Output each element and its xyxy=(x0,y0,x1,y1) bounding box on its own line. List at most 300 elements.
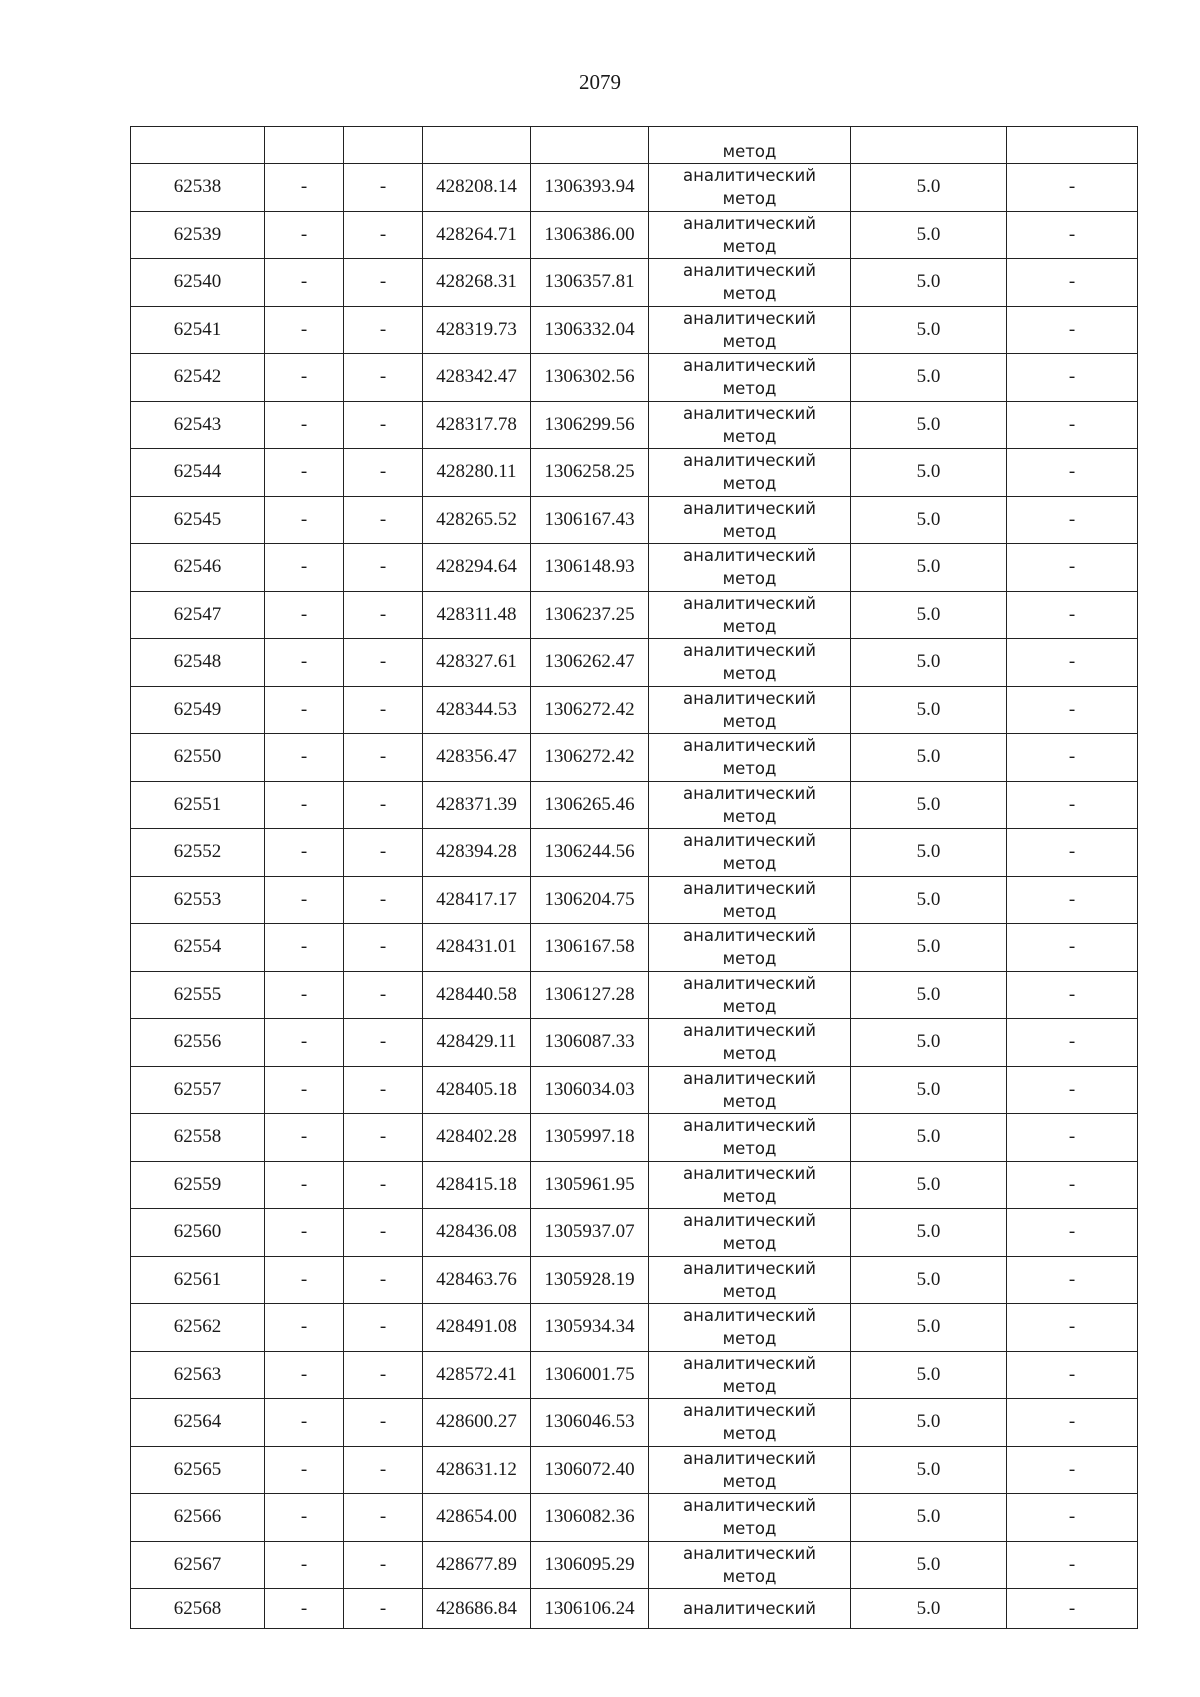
cell-y: 1306087.33 xyxy=(531,1019,649,1067)
cell-method xyxy=(649,211,851,259)
cell-col8: - xyxy=(1007,971,1138,1019)
cell-y: 1306237.25 xyxy=(531,591,649,639)
table-row xyxy=(131,1541,1138,1589)
cell-y: 1306386.00 xyxy=(531,211,649,259)
cell-id: 62556 xyxy=(131,1019,265,1067)
cell-col3: - xyxy=(344,591,423,639)
cell-col3: - xyxy=(344,1589,423,1629)
cell-x: 428631.12 xyxy=(423,1446,531,1494)
cell-col8: - xyxy=(1007,306,1138,354)
cell-method xyxy=(649,1399,851,1447)
cell-method xyxy=(649,1161,851,1209)
cell-accuracy: 5.0 xyxy=(851,1399,1007,1447)
cell-x: 428264.71 xyxy=(423,211,531,259)
cell-col2: - xyxy=(265,1589,344,1629)
cell-x: 428294.64 xyxy=(423,544,531,592)
cell-col8: - xyxy=(1007,1066,1138,1114)
method-line-2: метод xyxy=(722,142,777,161)
cell-x: 428600.27 xyxy=(423,1399,531,1447)
cell-x: 428280.11 xyxy=(423,449,531,497)
table-row xyxy=(131,544,1138,592)
cell-x: 428654.00 xyxy=(423,1494,531,1542)
cell-y: 1306148.93 xyxy=(531,544,649,592)
cell-id: 62545 xyxy=(131,496,265,544)
cell-accuracy: 5.0 xyxy=(851,1019,1007,1067)
cell-col3: - xyxy=(344,354,423,402)
method-line-1: аналитический xyxy=(683,1306,816,1326)
method-line-2: метод xyxy=(722,1281,777,1301)
cell-x: 428572.41 xyxy=(423,1351,531,1399)
method-line-1: аналитический xyxy=(683,451,816,471)
method-line-2: метод xyxy=(722,854,777,874)
cell-method xyxy=(649,876,851,924)
cell-x: 428405.18 xyxy=(423,1066,531,1114)
cell-col2: - xyxy=(265,306,344,354)
method-line-1: аналитический xyxy=(683,831,816,851)
cell-col3: - xyxy=(344,734,423,782)
cell-y: 1306001.75 xyxy=(531,1351,649,1399)
cell-y: 1306265.46 xyxy=(531,781,649,829)
cell-method xyxy=(649,971,851,1019)
method-line-2: метод xyxy=(722,1044,777,1064)
cell-accuracy: 5.0 xyxy=(851,1494,1007,1542)
cell-accuracy: 5.0 xyxy=(851,639,1007,687)
cell-col2: - xyxy=(265,1209,344,1257)
method-line-1: аналитический xyxy=(683,1211,816,1231)
cell-col8: - xyxy=(1007,544,1138,592)
method-line-1: аналитический xyxy=(683,166,816,186)
cell-col3: - xyxy=(344,781,423,829)
cell-col2: - xyxy=(265,971,344,1019)
method-line-1: аналитический xyxy=(683,926,816,946)
cell-col3: - xyxy=(344,1399,423,1447)
cell-col8: - xyxy=(1007,639,1138,687)
method-line-2: метод xyxy=(722,331,777,351)
cell-col2: - xyxy=(265,1351,344,1399)
cell-col3: - xyxy=(344,1019,423,1067)
method-line-2: метод xyxy=(722,996,777,1016)
cell-col8: - xyxy=(1007,1351,1138,1399)
cell-id: 62559 xyxy=(131,1161,265,1209)
cell-col8: - xyxy=(1007,1019,1138,1067)
cell-accuracy: 5.0 xyxy=(851,544,1007,592)
cell-method xyxy=(649,734,851,782)
cell-col8: - xyxy=(1007,876,1138,924)
cell-col8: - xyxy=(1007,686,1138,734)
table-row xyxy=(131,1114,1138,1162)
cell-method xyxy=(649,639,851,687)
method-line-2: метод xyxy=(722,569,777,589)
table-row xyxy=(131,449,1138,497)
cell-x: 428319.73 xyxy=(423,306,531,354)
cell-accuracy: 5.0 xyxy=(851,1256,1007,1304)
cell-col3: - xyxy=(344,496,423,544)
method-line-2: метод xyxy=(722,806,777,826)
cell-col2: - xyxy=(265,449,344,497)
cell-col2: - xyxy=(265,1114,344,1162)
method-line-1: аналитический xyxy=(683,498,816,518)
method-line-2: метод xyxy=(722,1519,777,1539)
method-line-2: метод xyxy=(722,901,777,921)
cell-col8: - xyxy=(1007,1114,1138,1162)
cell-method xyxy=(649,1019,851,1067)
cell-col2: - xyxy=(265,639,344,687)
method-line-2: метод xyxy=(722,1139,777,1159)
method-line-2: метод xyxy=(722,474,777,494)
method-line-2: метод xyxy=(722,1091,777,1111)
cell-id: 62541 xyxy=(131,306,265,354)
cell-method xyxy=(649,449,851,497)
method-line-1: аналитический xyxy=(683,593,816,613)
cell-y: 1305928.19 xyxy=(531,1256,649,1304)
cell-id: 62546 xyxy=(131,544,265,592)
cell-id: 62540 xyxy=(131,259,265,307)
cell-col3: - xyxy=(344,306,423,354)
cell-id: 62558 xyxy=(131,1114,265,1162)
table-row xyxy=(131,1304,1138,1352)
cell-accuracy: 5.0 xyxy=(851,1351,1007,1399)
cell-method xyxy=(649,1209,851,1257)
method-line-1: аналитический xyxy=(683,546,816,566)
cell-col2: - xyxy=(265,1541,344,1589)
cell-y: 1306046.53 xyxy=(531,1399,649,1447)
cell-accuracy: 5.0 xyxy=(851,734,1007,782)
cell-y: 1306258.25 xyxy=(531,449,649,497)
method-line-2: метод xyxy=(722,759,777,779)
method-line-2: метод xyxy=(722,284,777,304)
table-row xyxy=(131,639,1138,687)
table-row-continuation xyxy=(131,127,1138,164)
cell-y: 1306272.42 xyxy=(531,686,649,734)
cell-col8: - xyxy=(1007,1399,1138,1447)
method-line-1: аналитический xyxy=(683,973,816,993)
cell-x: 428311.48 xyxy=(423,591,531,639)
cell-col2: - xyxy=(265,1446,344,1494)
table-row xyxy=(131,1589,1138,1629)
table-row xyxy=(131,1019,1138,1067)
cell-y: 1306262.47 xyxy=(531,639,649,687)
cell-col3: - xyxy=(344,1351,423,1399)
cell-method xyxy=(649,591,851,639)
cell-y: 1306244.56 xyxy=(531,829,649,877)
cell-accuracy: 5.0 xyxy=(851,1114,1007,1162)
cell-method xyxy=(649,686,851,734)
cell-col2: - xyxy=(265,781,344,829)
cell-accuracy: 5.0 xyxy=(851,1589,1007,1629)
cell-method xyxy=(649,259,851,307)
table-row xyxy=(131,1256,1138,1304)
cell-col3: - xyxy=(344,1446,423,1494)
table-row xyxy=(131,259,1138,307)
cell-y: 1306393.94 xyxy=(531,164,649,212)
cell-col8: - xyxy=(1007,211,1138,259)
cell-x: 428371.39 xyxy=(423,781,531,829)
method-line-2: метод xyxy=(722,616,777,636)
method-line-2: метод xyxy=(722,1376,777,1396)
cell-x: 428342.47 xyxy=(423,354,531,402)
cell-col2: - xyxy=(265,1019,344,1067)
cell-y: 1306127.28 xyxy=(531,971,649,1019)
cell-col2: - xyxy=(265,259,344,307)
cell-x: 428344.53 xyxy=(423,686,531,734)
cell-col8: - xyxy=(1007,1446,1138,1494)
cell-accuracy: 5.0 xyxy=(851,1066,1007,1114)
cell-x: 428268.31 xyxy=(423,259,531,307)
cell-id: 62548 xyxy=(131,639,265,687)
cell-x: 428415.18 xyxy=(423,1161,531,1209)
cell-col3: - xyxy=(344,686,423,734)
cell-method xyxy=(649,1494,851,1542)
method-line-2: метод xyxy=(722,379,777,399)
cell-accuracy: 5.0 xyxy=(851,1161,1007,1209)
method-line-1: аналитический xyxy=(683,1116,816,1136)
cell-id: 62553 xyxy=(131,876,265,924)
cell-col8: - xyxy=(1007,924,1138,972)
cell-y: 1306082.36 xyxy=(531,1494,649,1542)
table-row xyxy=(131,164,1138,212)
table-row xyxy=(131,686,1138,734)
cell-id: 62565 xyxy=(131,1446,265,1494)
cell-col2: - xyxy=(265,829,344,877)
cell-col2: - xyxy=(265,164,344,212)
method-line-2: метод xyxy=(722,236,777,256)
cell-accuracy: 5.0 xyxy=(851,354,1007,402)
method-line-2: метод xyxy=(722,1471,777,1491)
cell-accuracy: 5.0 xyxy=(851,781,1007,829)
method-line-2: метод xyxy=(722,189,777,209)
cell-col8: - xyxy=(1007,496,1138,544)
table-row xyxy=(131,924,1138,972)
cell-col3: - xyxy=(344,449,423,497)
cell-col8 xyxy=(1007,127,1138,164)
cell-col3: - xyxy=(344,164,423,212)
method-line-1: аналитический xyxy=(683,213,816,233)
table-row xyxy=(131,1399,1138,1447)
cell-method xyxy=(649,164,851,212)
method-line-1: аналитический xyxy=(683,878,816,898)
cell-id: 62561 xyxy=(131,1256,265,1304)
cell-accuracy: 5.0 xyxy=(851,306,1007,354)
cell-accuracy: 5.0 xyxy=(851,164,1007,212)
method-line-2: метод xyxy=(722,1186,777,1206)
cell-col8: - xyxy=(1007,781,1138,829)
method-line-1: аналитический xyxy=(683,1258,816,1278)
cell-col3: - xyxy=(344,1161,423,1209)
cell-col3: - xyxy=(344,829,423,877)
cell-id: 62544 xyxy=(131,449,265,497)
cell-method xyxy=(649,306,851,354)
cell-y: 1305961.95 xyxy=(531,1161,649,1209)
method-line-1: аналитический xyxy=(683,1163,816,1183)
cell-col8: - xyxy=(1007,164,1138,212)
method-line-1: аналитический xyxy=(683,1068,816,1088)
cell-y: 1305937.07 xyxy=(531,1209,649,1257)
method-line-1: аналитический xyxy=(683,1353,816,1373)
cell-col8: - xyxy=(1007,1209,1138,1257)
cell-col8: - xyxy=(1007,734,1138,782)
method-line-1: аналитический xyxy=(683,1543,816,1563)
cell-accuracy: 5.0 xyxy=(851,829,1007,877)
cell-x: 428463.76 xyxy=(423,1256,531,1304)
cell-method xyxy=(649,496,851,544)
cell-method xyxy=(649,1446,851,1494)
table-row xyxy=(131,496,1138,544)
cell-id: 62554 xyxy=(131,924,265,972)
cell-x: 428402.28 xyxy=(423,1114,531,1162)
table-row xyxy=(131,591,1138,639)
cell-col2: - xyxy=(265,924,344,972)
cell-col8: - xyxy=(1007,401,1138,449)
cell-col8: - xyxy=(1007,1541,1138,1589)
method-line-2: метод xyxy=(722,1424,777,1444)
cell-method xyxy=(649,401,851,449)
cell-id: 62557 xyxy=(131,1066,265,1114)
cell-id: 62551 xyxy=(131,781,265,829)
cell-accuracy: 5.0 xyxy=(851,876,1007,924)
cell-y: 1306332.04 xyxy=(531,306,649,354)
method-line-2: метод xyxy=(722,664,777,684)
table-row xyxy=(131,211,1138,259)
cell-col8: - xyxy=(1007,591,1138,639)
cell-id: 62552 xyxy=(131,829,265,877)
cell-method xyxy=(649,924,851,972)
cell-x: 428417.17 xyxy=(423,876,531,924)
cell-col3: - xyxy=(344,639,423,687)
cell-col3: - xyxy=(344,544,423,592)
method-line-2: метод xyxy=(722,1566,777,1586)
cell-col8: - xyxy=(1007,354,1138,402)
cell-accuracy: 5.0 xyxy=(851,686,1007,734)
table-row xyxy=(131,306,1138,354)
cell-col2: - xyxy=(265,1304,344,1352)
table-row xyxy=(131,781,1138,829)
cell-col8: - xyxy=(1007,1589,1138,1629)
cell-y: 1306357.81 xyxy=(531,259,649,307)
cell-accuracy: 5.0 xyxy=(851,401,1007,449)
cell-col2: - xyxy=(265,876,344,924)
cell-id: 62547 xyxy=(131,591,265,639)
method-line-1: аналитический xyxy=(683,1401,816,1421)
cell-id: 62564 xyxy=(131,1399,265,1447)
cell-y: 1306204.75 xyxy=(531,876,649,924)
cell-accuracy: 5.0 xyxy=(851,971,1007,1019)
cell-y: 1306106.24 xyxy=(531,1589,649,1629)
cell-x: 428440.58 xyxy=(423,971,531,1019)
cell-id: 62563 xyxy=(131,1351,265,1399)
cell-x: 428356.47 xyxy=(423,734,531,782)
cell-col2: - xyxy=(265,591,344,639)
cell-col2: - xyxy=(265,1399,344,1447)
cell-y: 1306272.42 xyxy=(531,734,649,782)
cell-x: 428491.08 xyxy=(423,1304,531,1352)
cell-col2: - xyxy=(265,1066,344,1114)
cell-x xyxy=(423,127,531,164)
cell-id: 62560 xyxy=(131,1209,265,1257)
cell-id xyxy=(131,127,265,164)
cell-id: 62543 xyxy=(131,401,265,449)
cell-col2: - xyxy=(265,1161,344,1209)
method-line-2: метод xyxy=(722,521,777,541)
cell-col8: - xyxy=(1007,1161,1138,1209)
cell-accuracy: 5.0 xyxy=(851,924,1007,972)
cell-x: 428208.14 xyxy=(423,164,531,212)
cell-col3: - xyxy=(344,259,423,307)
cell-accuracy: 5.0 xyxy=(851,211,1007,259)
cell-id: 62549 xyxy=(131,686,265,734)
cell-id: 62566 xyxy=(131,1494,265,1542)
cell-col3: - xyxy=(344,1304,423,1352)
cell-accuracy: 5.0 xyxy=(851,1541,1007,1589)
cell-col3: - xyxy=(344,401,423,449)
cell-col8: - xyxy=(1007,1494,1138,1542)
cell-accuracy: 5.0 xyxy=(851,591,1007,639)
cell-col3: - xyxy=(344,211,423,259)
cell-y: 1306095.29 xyxy=(531,1541,649,1589)
cell-col2: - xyxy=(265,544,344,592)
cell-col3 xyxy=(344,127,423,164)
cell-id: 62555 xyxy=(131,971,265,1019)
cell-y: 1306034.03 xyxy=(531,1066,649,1114)
cell-method xyxy=(649,1589,851,1629)
cell-col8: - xyxy=(1007,259,1138,307)
cell-x: 428429.11 xyxy=(423,1019,531,1067)
method-line-1: аналитический xyxy=(683,641,816,661)
method-line-1: аналитический xyxy=(683,356,816,376)
method-line-1: аналитический xyxy=(683,783,816,803)
cell-id: 62538 xyxy=(131,164,265,212)
cell-col3: - xyxy=(344,876,423,924)
cell-col3: - xyxy=(344,1256,423,1304)
cell-y: 1306302.56 xyxy=(531,354,649,402)
cell-accuracy: 5.0 xyxy=(851,449,1007,497)
cell-x: 428677.89 xyxy=(423,1541,531,1589)
cell-x: 428394.28 xyxy=(423,829,531,877)
cell-col3: - xyxy=(344,1066,423,1114)
table-body xyxy=(131,127,1138,1629)
cell-accuracy: 5.0 xyxy=(851,496,1007,544)
cell-col2: - xyxy=(265,1256,344,1304)
cell-y: 1306167.58 xyxy=(531,924,649,972)
cell-col3: - xyxy=(344,1209,423,1257)
cell-x: 428265.52 xyxy=(423,496,531,544)
cell-x: 428436.08 xyxy=(423,1209,531,1257)
method-line-1: аналитический xyxy=(683,403,816,423)
cell-accuracy xyxy=(851,127,1007,164)
cell-method xyxy=(649,829,851,877)
method-line-1: аналитический xyxy=(683,688,816,708)
cell-col3: - xyxy=(344,1494,423,1542)
cell-method xyxy=(649,1351,851,1399)
cell-col3: - xyxy=(344,971,423,1019)
cell-col2: - xyxy=(265,734,344,782)
cell-id: 62568 xyxy=(131,1589,265,1629)
cell-method xyxy=(649,1066,851,1114)
method-line-1: аналитический xyxy=(683,1448,816,1468)
cell-col2: - xyxy=(265,354,344,402)
cell-col8: - xyxy=(1007,1256,1138,1304)
table-row xyxy=(131,876,1138,924)
table-row xyxy=(131,401,1138,449)
method-line-2: метод xyxy=(722,1234,777,1254)
cell-col2: - xyxy=(265,1494,344,1542)
cell-col2: - xyxy=(265,496,344,544)
cell-y: 1306072.40 xyxy=(531,1446,649,1494)
cell-col3: - xyxy=(344,1541,423,1589)
cell-col3: - xyxy=(344,1114,423,1162)
table-row xyxy=(131,971,1138,1019)
cell-x: 428327.61 xyxy=(423,639,531,687)
cell-col2: - xyxy=(265,211,344,259)
